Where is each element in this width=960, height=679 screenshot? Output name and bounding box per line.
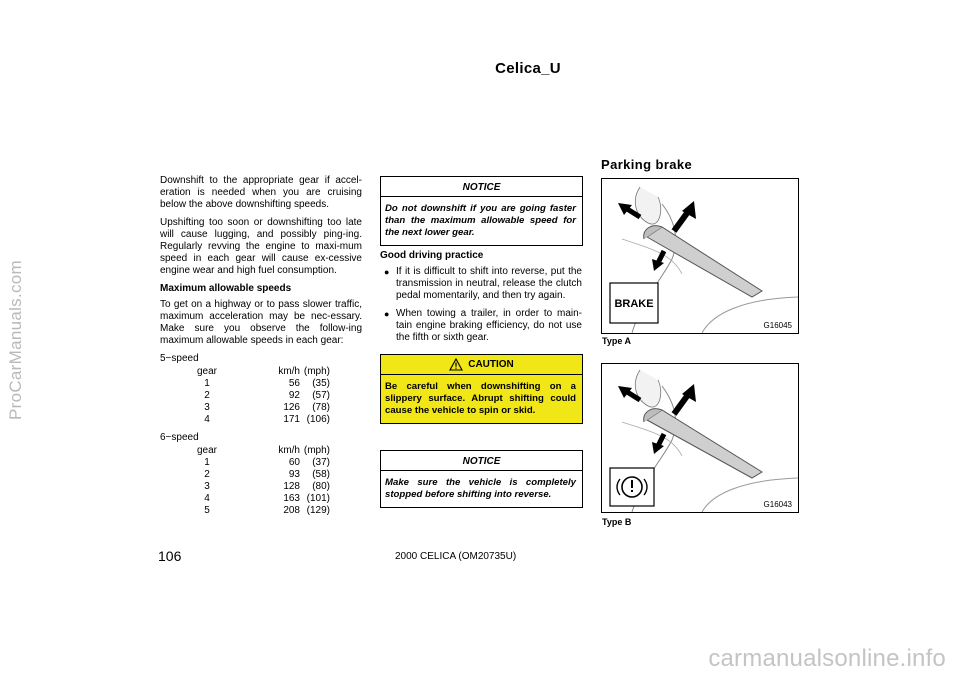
cell-gear: 4 bbox=[204, 493, 210, 504]
notice-box-downshift bbox=[380, 176, 583, 246]
table-header-row bbox=[160, 445, 330, 457]
cell-kmh: 163 bbox=[283, 493, 300, 504]
parking-brake-figure-b bbox=[601, 363, 799, 513]
figure-caption-type-b: Type B bbox=[602, 517, 632, 527]
cell-mph: (58) bbox=[312, 469, 330, 480]
edition-label: 2000 CELICA (OM20735U) bbox=[395, 551, 517, 562]
cell-gear: 1 bbox=[204, 378, 210, 389]
page-header-title: Celica_U bbox=[495, 60, 561, 77]
caution-box bbox=[380, 354, 583, 424]
cell-gear: 1 bbox=[204, 457, 210, 468]
driving-tips-list bbox=[380, 266, 582, 344]
cell-kmh: 60 bbox=[288, 457, 300, 468]
table-row bbox=[160, 378, 330, 390]
cell-mph: (37) bbox=[312, 457, 330, 468]
caution-header bbox=[381, 355, 582, 375]
cell-mph: (78) bbox=[312, 402, 330, 413]
cell-mph: (106) bbox=[306, 414, 330, 425]
caution-body: Be careful when downshifting on a slippery surface. Abrupt shifting could cause the vehicle to spin or skid. bbox=[385, 381, 576, 416]
table-row bbox=[160, 505, 330, 517]
notice-body: Do not downshift if you are going faster than the maximum allowable speed for the next lower gear. bbox=[385, 203, 576, 238]
figure-caption-type-a: Type A bbox=[602, 336, 632, 346]
cell-kmh: 56 bbox=[288, 378, 300, 389]
notice-title: NOTICE bbox=[381, 177, 582, 197]
parking-brake-lever-illustration bbox=[602, 364, 798, 512]
header-gear: gear bbox=[196, 366, 217, 377]
speed5-label: 5−speed bbox=[160, 353, 199, 364]
cell-gear: 2 bbox=[204, 469, 210, 480]
cell-kmh: 171 bbox=[283, 414, 300, 425]
cell-gear: 4 bbox=[204, 414, 210, 425]
header-gear: gear bbox=[196, 445, 217, 456]
warning-triangle-icon bbox=[449, 358, 463, 371]
header-mph: (mph) bbox=[303, 445, 330, 456]
table-row bbox=[160, 481, 330, 493]
speed6-label: 6−speed bbox=[160, 432, 199, 443]
cell-mph: (57) bbox=[312, 390, 330, 401]
section-title-parking-brake: Parking brake bbox=[601, 157, 693, 172]
brake-indicator-text: BRAKE bbox=[614, 298, 654, 310]
speed6-table bbox=[160, 445, 330, 517]
heading-good-driving: Good driving practice bbox=[380, 250, 484, 261]
tip-reverse: If it is difficult to shift into reverse, put the transmission in neutral, release the clutch pedal momentarily, and then try again. bbox=[396, 266, 582, 301]
header-kmh: km/h bbox=[278, 366, 300, 377]
notice-title: NOTICE bbox=[381, 451, 582, 471]
bullet-icon: ● bbox=[384, 267, 390, 277]
figure-code: G16043 bbox=[763, 500, 792, 509]
cell-gear: 3 bbox=[204, 402, 210, 413]
table-row bbox=[160, 390, 330, 402]
cell-mph: (101) bbox=[306, 493, 330, 504]
notice-body: Make sure the vehicle is completely stopped before shifting into reverse. bbox=[385, 477, 576, 500]
cell-gear: 3 bbox=[204, 481, 210, 492]
side-watermark-text: ProCarManuals.com bbox=[6, 259, 26, 421]
cell-gear: 2 bbox=[204, 390, 210, 401]
cell-kmh: 208 bbox=[283, 505, 300, 516]
left-column bbox=[160, 175, 362, 523]
cell-kmh: 93 bbox=[288, 469, 300, 480]
table-row bbox=[160, 457, 330, 469]
table-row bbox=[160, 469, 330, 481]
cell-kmh: 92 bbox=[288, 390, 300, 401]
table-row bbox=[160, 493, 330, 505]
tip-trailer: When towing a trailer, in order to main-tain engine braking efficiency, do not use the fifth or sixth gear. bbox=[396, 308, 582, 343]
cell-mph: (80) bbox=[312, 481, 330, 492]
table-row bbox=[160, 414, 330, 426]
cell-mph: (129) bbox=[306, 505, 330, 516]
parking-brake-lever-illustration bbox=[602, 179, 798, 333]
cell-kmh: 128 bbox=[283, 481, 300, 492]
bullet-icon: ● bbox=[384, 309, 390, 319]
header-kmh: km/h bbox=[278, 445, 300, 456]
middle-column bbox=[380, 250, 582, 350]
paragraph-downshift: Downshift to the appropriate gear if accel-eration is needed when you are cruising below the above downshifting speeds. bbox=[160, 175, 362, 210]
caution-title: CAUTION bbox=[468, 359, 514, 370]
heading-max-speeds: Maximum allowable speeds bbox=[160, 283, 292, 294]
cell-kmh: 126 bbox=[283, 402, 300, 413]
notice-box-reverse bbox=[380, 450, 583, 508]
paragraph-upshift: Upshifting too soon or downshifting too late will cause lugging, and possibly ping-ing. Regularly revving the engine to maxi-mum speed in each gear will cause ex-cessive engine wear and high fuel consumption. bbox=[160, 217, 362, 276]
list-item bbox=[380, 266, 582, 302]
figure-code: G16045 bbox=[763, 321, 792, 330]
parking-brake-figure-a bbox=[601, 178, 799, 334]
cell-gear: 5 bbox=[204, 505, 210, 516]
side-watermark bbox=[6, 40, 26, 640]
paragraph-max-speeds: To get on a highway or to pass slower traffic, maximum acceleration may be nec-essary. Make sure you observe the follow-ing maximum allowable speeds in each gear: bbox=[160, 299, 362, 346]
bottom-watermark: carmanualsonline.info bbox=[708, 645, 946, 672]
speed5-table bbox=[160, 366, 330, 426]
table-row bbox=[160, 402, 330, 414]
table-header-row bbox=[160, 366, 330, 378]
cell-mph: (35) bbox=[312, 378, 330, 389]
page-number: 106 bbox=[158, 548, 182, 564]
list-item bbox=[380, 308, 582, 344]
header-mph: (mph) bbox=[303, 366, 330, 377]
